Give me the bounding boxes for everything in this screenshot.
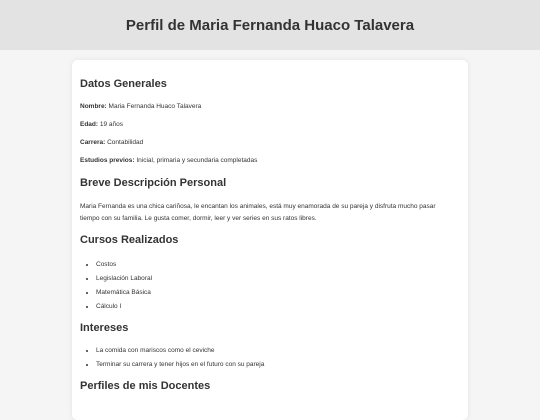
field-nombre (80, 103, 201, 110)
descripcion-text: Maria Fernanda es una chica cariñosa, le encantan los animales, está muy enamorada de su pareja y disfruta mucho pasar tiempo con su familia. Le gusta comer, dormir, leer y ver series en sus ratos libres. (80, 203, 436, 222)
cursos-list (80, 258, 152, 314)
list-item: • Legislación Laboral (96, 272, 152, 286)
field-nombre-label: Nombre: (80, 103, 107, 110)
list-item: • Costos (96, 258, 152, 272)
field-carrera-value: Contabilidad (107, 139, 144, 146)
section-heading-intereses: Intereses (80, 322, 129, 334)
field-nombre-value: Maria Fernanda Huaco Talavera (108, 103, 202, 110)
field-edad-label: Edad: (80, 121, 99, 128)
field-carrera (80, 139, 143, 146)
field-edad-value: 19 años (99, 121, 124, 128)
list-item: • Cálculo I (96, 300, 152, 314)
list-item: • Matemática Básica (96, 286, 152, 300)
intereses-list (80, 344, 264, 372)
section-heading-descripcion: Breve Descripción Personal (80, 177, 227, 189)
section-heading-datos-generales: Datos Generales (80, 78, 167, 90)
field-carrera-label: Carrera: (80, 139, 106, 146)
field-estudios (80, 157, 257, 164)
list-item: • La comida con mariscos como el ceviche (96, 344, 264, 358)
profile-card (72, 60, 468, 420)
page-header (0, 0, 540, 50)
field-edad (80, 121, 123, 128)
list-item: • Terminar su carrera y tener hijos en el futuro con su pareja (96, 358, 264, 372)
field-estudios-label: Estudios previos: (80, 157, 135, 164)
section-heading-cursos: Cursos Realizados (80, 234, 179, 246)
page-title: Perfil de Maria Fernanda Huaco Talavera (125, 16, 415, 34)
field-estudios-value: Inicial, primaria y secundaria completadas (136, 157, 258, 164)
section-heading-docentes: Perfiles de mis Docentes (80, 380, 211, 392)
